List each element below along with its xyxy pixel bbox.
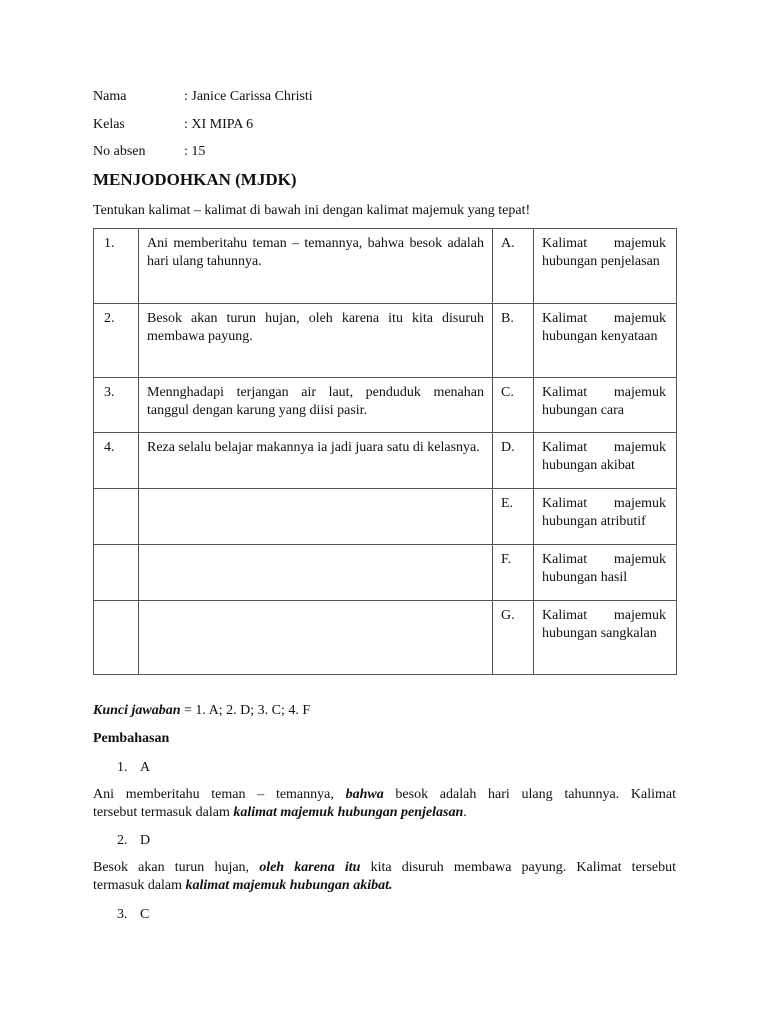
matching-table: [93, 228, 677, 675]
discussion-item-1-explanation: [93, 786, 676, 822]
option-text: Kalimat majemuk hubungan cara: [534, 378, 677, 433]
table-row: [94, 433, 677, 489]
question-statement: Mennghadapi terjangan air laut, penduduk menahan tanggul dengan karung yang diisi pasir.: [139, 378, 493, 433]
absence-number-value: : 15: [184, 144, 206, 159]
option-text: Kalimat majemuk hubungan atributif: [534, 489, 677, 545]
emphasis-text: oleh karena itu: [259, 860, 361, 875]
question-number: 1.: [94, 229, 139, 304]
question-statement: Reza selalu belajar makannya ia jadi juara satu di kelasnya.: [139, 433, 493, 489]
name-value: : Janice Carissa Christi: [184, 89, 313, 104]
discussion-item-3-answer: [117, 906, 149, 924]
absence-number-label: No absen: [93, 144, 146, 159]
question-number: 4.: [94, 433, 139, 489]
emphasis-text: kalimat majemuk hubungan akibat.: [185, 878, 393, 893]
option-text: Kalimat majemuk hubungan akibat: [534, 433, 677, 489]
plain-text: Besok akan turun hujan,: [93, 860, 260, 875]
plain-text: besok adalah hari ulang tahunnya. Kalimat: [383, 787, 676, 802]
question-number: 2.: [94, 304, 139, 378]
explanation-line: [93, 877, 676, 895]
plain-text: Ani memberitahu teman – temannya,: [93, 787, 346, 802]
option-letter: F.: [493, 545, 534, 601]
table-row: [94, 545, 677, 601]
plain-text: .: [463, 805, 467, 820]
list-answer: C: [140, 907, 150, 922]
plain-text: termasuk dalam: [93, 878, 186, 893]
absence-number-row: [93, 143, 205, 161]
emphasis-text: bahwa: [345, 787, 384, 802]
option-text: Kalimat majemuk hubungan sangkalan: [534, 601, 677, 675]
discussion-item-2-answer: [117, 832, 150, 850]
class-value: : XI MIPA 6: [184, 117, 254, 132]
option-text: Kalimat majemuk hubungan kenyataan: [534, 304, 677, 378]
class-label: Kelas: [93, 117, 125, 132]
answer-key-label: Kunci jawaban: [93, 703, 181, 718]
explanation-line: [93, 859, 676, 877]
question-number: [94, 545, 139, 601]
question-number: [94, 601, 139, 675]
plain-text: tersebut termasuk dalam: [93, 805, 234, 820]
table-row: [94, 304, 677, 378]
instruction-text: Tentukan kalimat – kalimat di bawah ini dengan kalimat majemuk yang tepat!: [93, 203, 531, 218]
page-title: MENJODOHKAN (MJDK): [93, 170, 297, 189]
list-number: 3.: [117, 907, 128, 922]
table-row: [94, 601, 677, 675]
explanation-line: [93, 804, 676, 822]
discussion-heading: Pembahasan: [93, 731, 170, 746]
option-letter: C.: [493, 378, 534, 433]
option-text: Kalimat majemuk hubungan penjelasan: [534, 229, 677, 304]
table-row: [94, 489, 677, 545]
class-row: [93, 116, 253, 134]
question-statement: [139, 489, 493, 545]
name-row: [93, 88, 313, 106]
answer-key-value: = 1. A; 2. D; 3. C; 4. F: [180, 703, 311, 718]
table-row: [94, 229, 677, 304]
option-letter: G.: [493, 601, 534, 675]
list-number: 1.: [117, 760, 128, 775]
discussion-item-1-answer: [117, 759, 150, 777]
question-number: [94, 489, 139, 545]
option-letter: A.: [493, 229, 534, 304]
emphasis-text: kalimat majemuk hubungan penjelasan: [233, 805, 464, 820]
list-number: 2.: [117, 833, 128, 848]
option-letter: D.: [493, 433, 534, 489]
list-answer: D: [140, 833, 151, 848]
plain-text: kita disuruh membawa payung. Kalimat tersebut: [360, 860, 676, 875]
option-letter: E.: [493, 489, 534, 545]
question-statement: Ani memberitahu teman – temannya, bahwa besok adalah hari ulang tahunnya.: [139, 229, 493, 304]
answer-key: [93, 702, 310, 720]
question-statement: [139, 601, 493, 675]
question-number: 3.: [94, 378, 139, 433]
option-text: Kalimat majemuk hubungan hasil: [534, 545, 677, 601]
option-letter: B.: [493, 304, 534, 378]
discussion-item-2-explanation: [93, 859, 676, 895]
list-answer: A: [140, 760, 151, 775]
question-statement: [139, 545, 493, 601]
question-statement: Besok akan turun hujan, oleh karena itu kita disuruh membawa payung.: [139, 304, 493, 378]
table-row: [94, 378, 677, 433]
explanation-line: [93, 786, 676, 804]
name-label: Nama: [93, 89, 127, 104]
